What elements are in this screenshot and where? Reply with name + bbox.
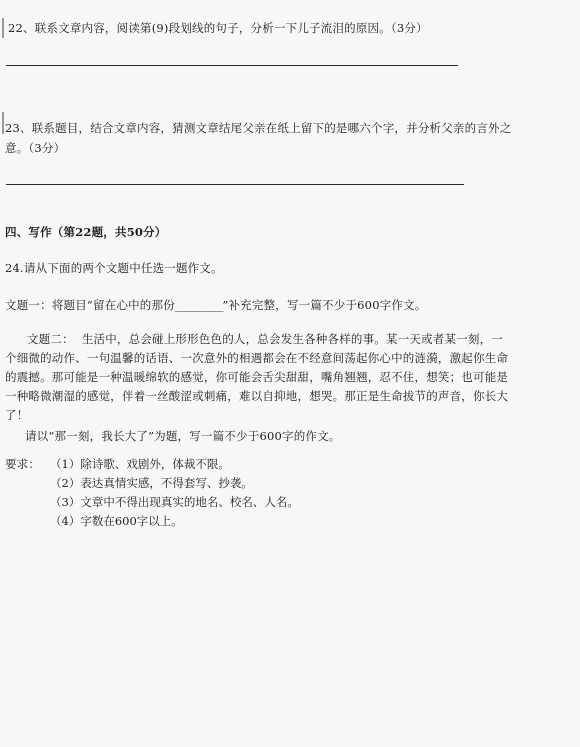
- requirement-item: （1）除诗歌、戏剧外，体裁不限。: [50, 457, 230, 471]
- answer-line-22[interactable]: [6, 65, 458, 66]
- topic-1-blank[interactable]: __________: [174, 298, 223, 312]
- requirement-item: （2）表达真情实感，不得套写、抄袭。: [50, 476, 253, 490]
- requirement-item: （4）字数在600字以上。: [50, 514, 183, 528]
- question-23-line1: 23、联系题目，结合文章内容，猜测文章结尾父亲在纸上留下的是哪六个字，并分析父亲的言外之: [5, 121, 512, 135]
- topic-2-instruction: 请以“那一刻，我长大了”为题，写一篇不少于600字的作文。: [25, 429, 341, 443]
- topic-1: [5, 297, 427, 313]
- requirement-item: （3）文章中不得出现真实的地名、校名、人名。: [50, 495, 299, 509]
- topic-1-label: 文题一：: [5, 298, 52, 312]
- topic-2-text-line1: 生活中，总会碰上形形色色的人，总会发生各种各样的事。某一天或者某一刻，一: [81, 332, 504, 346]
- topic-2-line2: 个细微的动作、一句温馨的话语、一次意外的相遇都会在不经意间荡起你心中的涟漪，激起你生命: [5, 351, 509, 365]
- topic-2-label: 文题二：: [27, 332, 74, 346]
- topic-2-line3: 的震撼。那可能是一种温暖绵软的感觉，你可能会舌尖甜甜，嘴角翘翘，忍不住，想笑；也可能是: [5, 370, 509, 384]
- topic-2-line5: 了！: [5, 408, 29, 422]
- topic-1-after: ”补充完整，写一篇不少于600字作文。: [222, 298, 427, 312]
- topic-2-line1: [5, 331, 503, 347]
- answer-line-23[interactable]: [6, 184, 464, 185]
- requirements-label: 要求：: [5, 457, 41, 471]
- question-23-line2: 意。（3分）: [5, 141, 66, 155]
- page-edge-mark: [2, 18, 4, 38]
- section-heading-writing: 四、写作（第22题，共50分）: [5, 225, 167, 239]
- question-22: 22、联系文章内容，阅读第(9)段划线的句子，分析一下儿子流泪的原因。（3分）: [8, 21, 428, 35]
- topic-2-line4: 一种略微潮湿的感觉，伴着一丝酸涩或刺痛，难以自抑地，想哭。那正是生命拔节的声音，你长大: [5, 389, 509, 403]
- topic-1-before: 将题目“留在心中的那份: [51, 298, 175, 312]
- page-edge-mark: [2, 112, 4, 134]
- question-24-prompt: 24.请从下面的两个文题中任选一题作文。: [5, 261, 223, 275]
